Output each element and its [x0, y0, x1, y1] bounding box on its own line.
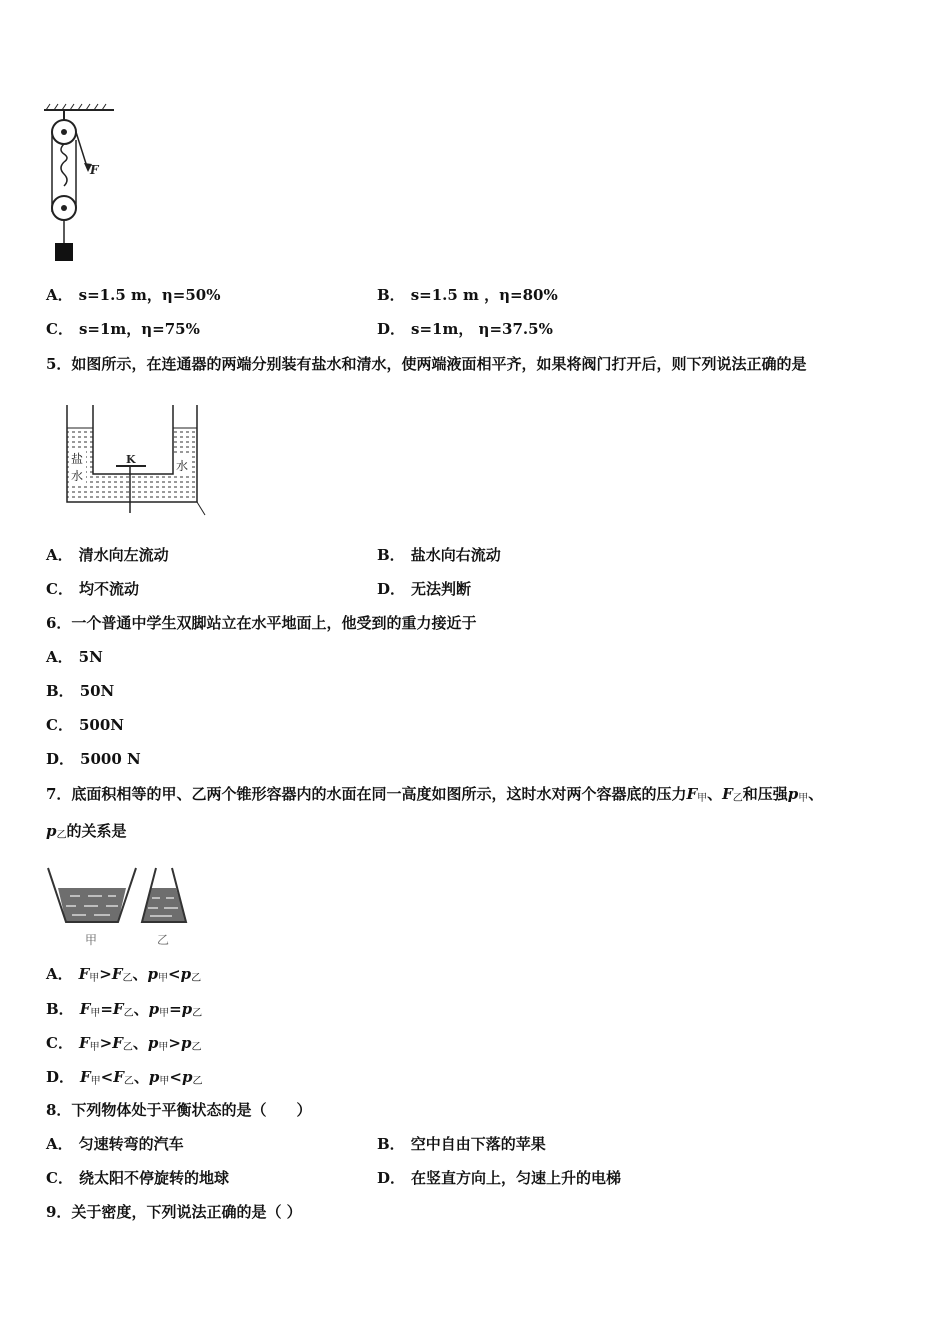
option-text: 空中自由下落的苹果: [410, 1135, 546, 1153]
force-symbol: F: [113, 1068, 124, 1086]
pressure-symbol: p: [147, 965, 159, 983]
force-symbol: F: [112, 1034, 123, 1052]
option-label: C．: [46, 716, 73, 734]
option-label: C．: [46, 1034, 73, 1052]
option-text: 均不流动: [78, 580, 139, 598]
subscript-jia: 甲: [798, 793, 809, 804]
operator: =: [169, 1000, 182, 1018]
force-symbol: F: [112, 1000, 124, 1018]
pulley-figure: [38, 100, 118, 270]
separator: 、: [808, 785, 824, 803]
q4-option-a[interactable]: [46, 285, 220, 305]
subscript: 乙: [123, 1008, 134, 1019]
q5-option-c[interactable]: [46, 579, 139, 599]
salt-water-label-2: 水: [71, 469, 84, 483]
subscript: 甲: [158, 1042, 169, 1053]
separator: 、: [133, 1000, 149, 1018]
container-jia-caption: 甲: [85, 933, 98, 947]
option-label: B．: [377, 1135, 405, 1153]
connected-vessel-figure: [60, 400, 205, 520]
option-label: B．: [46, 682, 74, 700]
pressure-symbol: p: [181, 1000, 193, 1018]
q8-option-b[interactable]: [377, 1134, 546, 1154]
option-text: 无法判断: [411, 580, 472, 598]
subscript: 乙: [191, 973, 202, 984]
subscript: 乙: [191, 1042, 202, 1053]
option-label: A．: [46, 546, 73, 564]
q8-option-c[interactable]: [46, 1168, 229, 1188]
option-label: D．: [46, 1068, 75, 1086]
cone-containers-figure: [46, 866, 196, 948]
option-text: s=1m，η=75%: [78, 320, 200, 338]
option-label: D．: [377, 320, 406, 338]
subscript-jia: 甲: [697, 793, 708, 804]
subscript: 甲: [89, 1042, 100, 1053]
option-text: 50N: [79, 682, 115, 700]
operator: <: [100, 1068, 114, 1086]
pressure-symbol: p: [148, 1068, 160, 1086]
q6-stem: 6．一个普通中学生双脚站立在水平地面上，他受到的重力接近于: [46, 614, 477, 632]
option-text: s=1.5 m ，η=80%: [410, 286, 558, 304]
option-text: 5000 N: [80, 750, 141, 768]
option-label: D．: [377, 1169, 406, 1187]
q8-option-a[interactable]: [46, 1134, 184, 1154]
q4-option-b[interactable]: [377, 285, 558, 305]
option-label: B．: [377, 546, 405, 564]
pressure-symbol: p: [46, 822, 57, 840]
force-symbol: F: [78, 965, 90, 983]
valve-label: K: [126, 453, 136, 466]
option-label: A．: [46, 286, 73, 304]
subscript: 甲: [158, 973, 169, 984]
option-text: 绕太阳不停旋转的地球: [78, 1169, 229, 1187]
option-label: A．: [46, 1135, 73, 1153]
fresh-water-label: 水: [176, 459, 189, 473]
separator: 、: [132, 1034, 148, 1052]
option-label: C．: [46, 1169, 73, 1187]
subscript: 甲: [90, 1076, 101, 1087]
q5-option-a[interactable]: [46, 545, 169, 565]
q6-option-a[interactable]: [46, 647, 103, 667]
q7-option-a[interactable]: [46, 964, 201, 989]
option-label: B．: [46, 1000, 74, 1018]
q7-option-c[interactable]: [46, 1033, 201, 1058]
q7-stem-and: 和压强: [742, 785, 788, 803]
q7-stem-suffix: 的关系是: [66, 822, 127, 840]
option-label: D．: [46, 750, 75, 768]
option-text: 500N: [78, 716, 124, 734]
q4-option-c[interactable]: [46, 319, 200, 339]
force-symbol: F: [79, 1000, 91, 1018]
option-label: C．: [46, 320, 73, 338]
q6-option-d[interactable]: [46, 749, 141, 769]
pressure-symbol: p: [148, 1000, 160, 1018]
operator: >: [168, 1034, 181, 1052]
q7-option-b[interactable]: [46, 999, 202, 1024]
operator: <: [168, 965, 181, 983]
option-label: B．: [377, 286, 405, 304]
option-text: s=1m， η=37.5%: [411, 320, 553, 338]
pressure-symbol: p: [147, 1034, 159, 1052]
operator: =: [100, 1000, 113, 1018]
option-label: A．: [46, 648, 73, 666]
option-label: C．: [46, 580, 73, 598]
q6-option-c[interactable]: [46, 715, 124, 735]
q5-option-d[interactable]: [377, 579, 471, 599]
operator: <: [169, 1068, 182, 1086]
q7-stem-prefix: 7．底面积相等的甲、乙两个锥形容器内的水面在同一高度如图所示，这时水对两个容器底的压力: [46, 785, 687, 803]
q6-option-b[interactable]: [46, 681, 114, 701]
q9-stem: 9．关于密度，下列说法正确的是（ ）: [46, 1203, 302, 1221]
q8-option-d[interactable]: [377, 1168, 621, 1188]
subscript: 乙: [122, 973, 133, 984]
option-text: 盐水向右流动: [410, 546, 501, 564]
container-yi-caption: 乙: [157, 933, 170, 947]
pressure-symbol: p: [180, 1034, 192, 1052]
force-symbol: F: [111, 965, 123, 983]
subscript: 乙: [192, 1076, 203, 1087]
pressure-symbol: p: [182, 1068, 193, 1086]
separator: 、: [133, 1068, 149, 1086]
subscript: 乙: [192, 1008, 203, 1019]
q7-option-d[interactable]: [46, 1067, 203, 1092]
pressure-symbol: p: [180, 965, 192, 983]
q7-stem: [46, 784, 823, 809]
salt-water-label-1: 盐: [71, 452, 84, 466]
subscript-yi: 乙: [732, 793, 743, 804]
option-text: 清水向左流动: [78, 546, 169, 564]
q7-stem-line2: [46, 821, 127, 846]
subscript: 乙: [123, 1076, 134, 1087]
separator: 、: [707, 785, 723, 803]
option-label: D．: [377, 580, 406, 598]
option-text: s=1.5 m，η=50%: [78, 286, 221, 304]
pressure-symbol: p: [787, 785, 799, 803]
subscript: 甲: [159, 1008, 170, 1019]
option-text: 匀速转弯的汽车: [78, 1135, 184, 1153]
subscript: 乙: [122, 1042, 133, 1053]
operator: >: [99, 965, 112, 983]
subscript-yi: 乙: [56, 830, 67, 841]
q5-stem: 5．如图所示，在连通器的两端分别装有盐水和清水，使两端液面相平齐，如果将阀门打开后，则下列说法正确的是: [46, 355, 807, 373]
force-symbol: F: [80, 1068, 91, 1086]
force-symbol: F: [78, 1034, 90, 1052]
subscript: 甲: [159, 1076, 170, 1087]
subscript: 甲: [89, 973, 100, 984]
force-symbol: F: [722, 785, 733, 803]
subscript: 甲: [90, 1008, 101, 1019]
option-text: 5N: [78, 648, 103, 666]
q4-option-d[interactable]: [377, 319, 553, 339]
force-label: F: [90, 163, 99, 177]
force-symbol: F: [686, 785, 698, 803]
operator: >: [99, 1034, 113, 1052]
option-text: 在竖直方向上，匀速上升的电梯: [411, 1169, 622, 1187]
option-label: A．: [46, 965, 73, 983]
q5-option-b[interactable]: [377, 545, 501, 565]
separator: 、: [132, 965, 148, 983]
q8-stem: 8．下列物体处于平衡状态的是（ ）: [46, 1101, 312, 1119]
